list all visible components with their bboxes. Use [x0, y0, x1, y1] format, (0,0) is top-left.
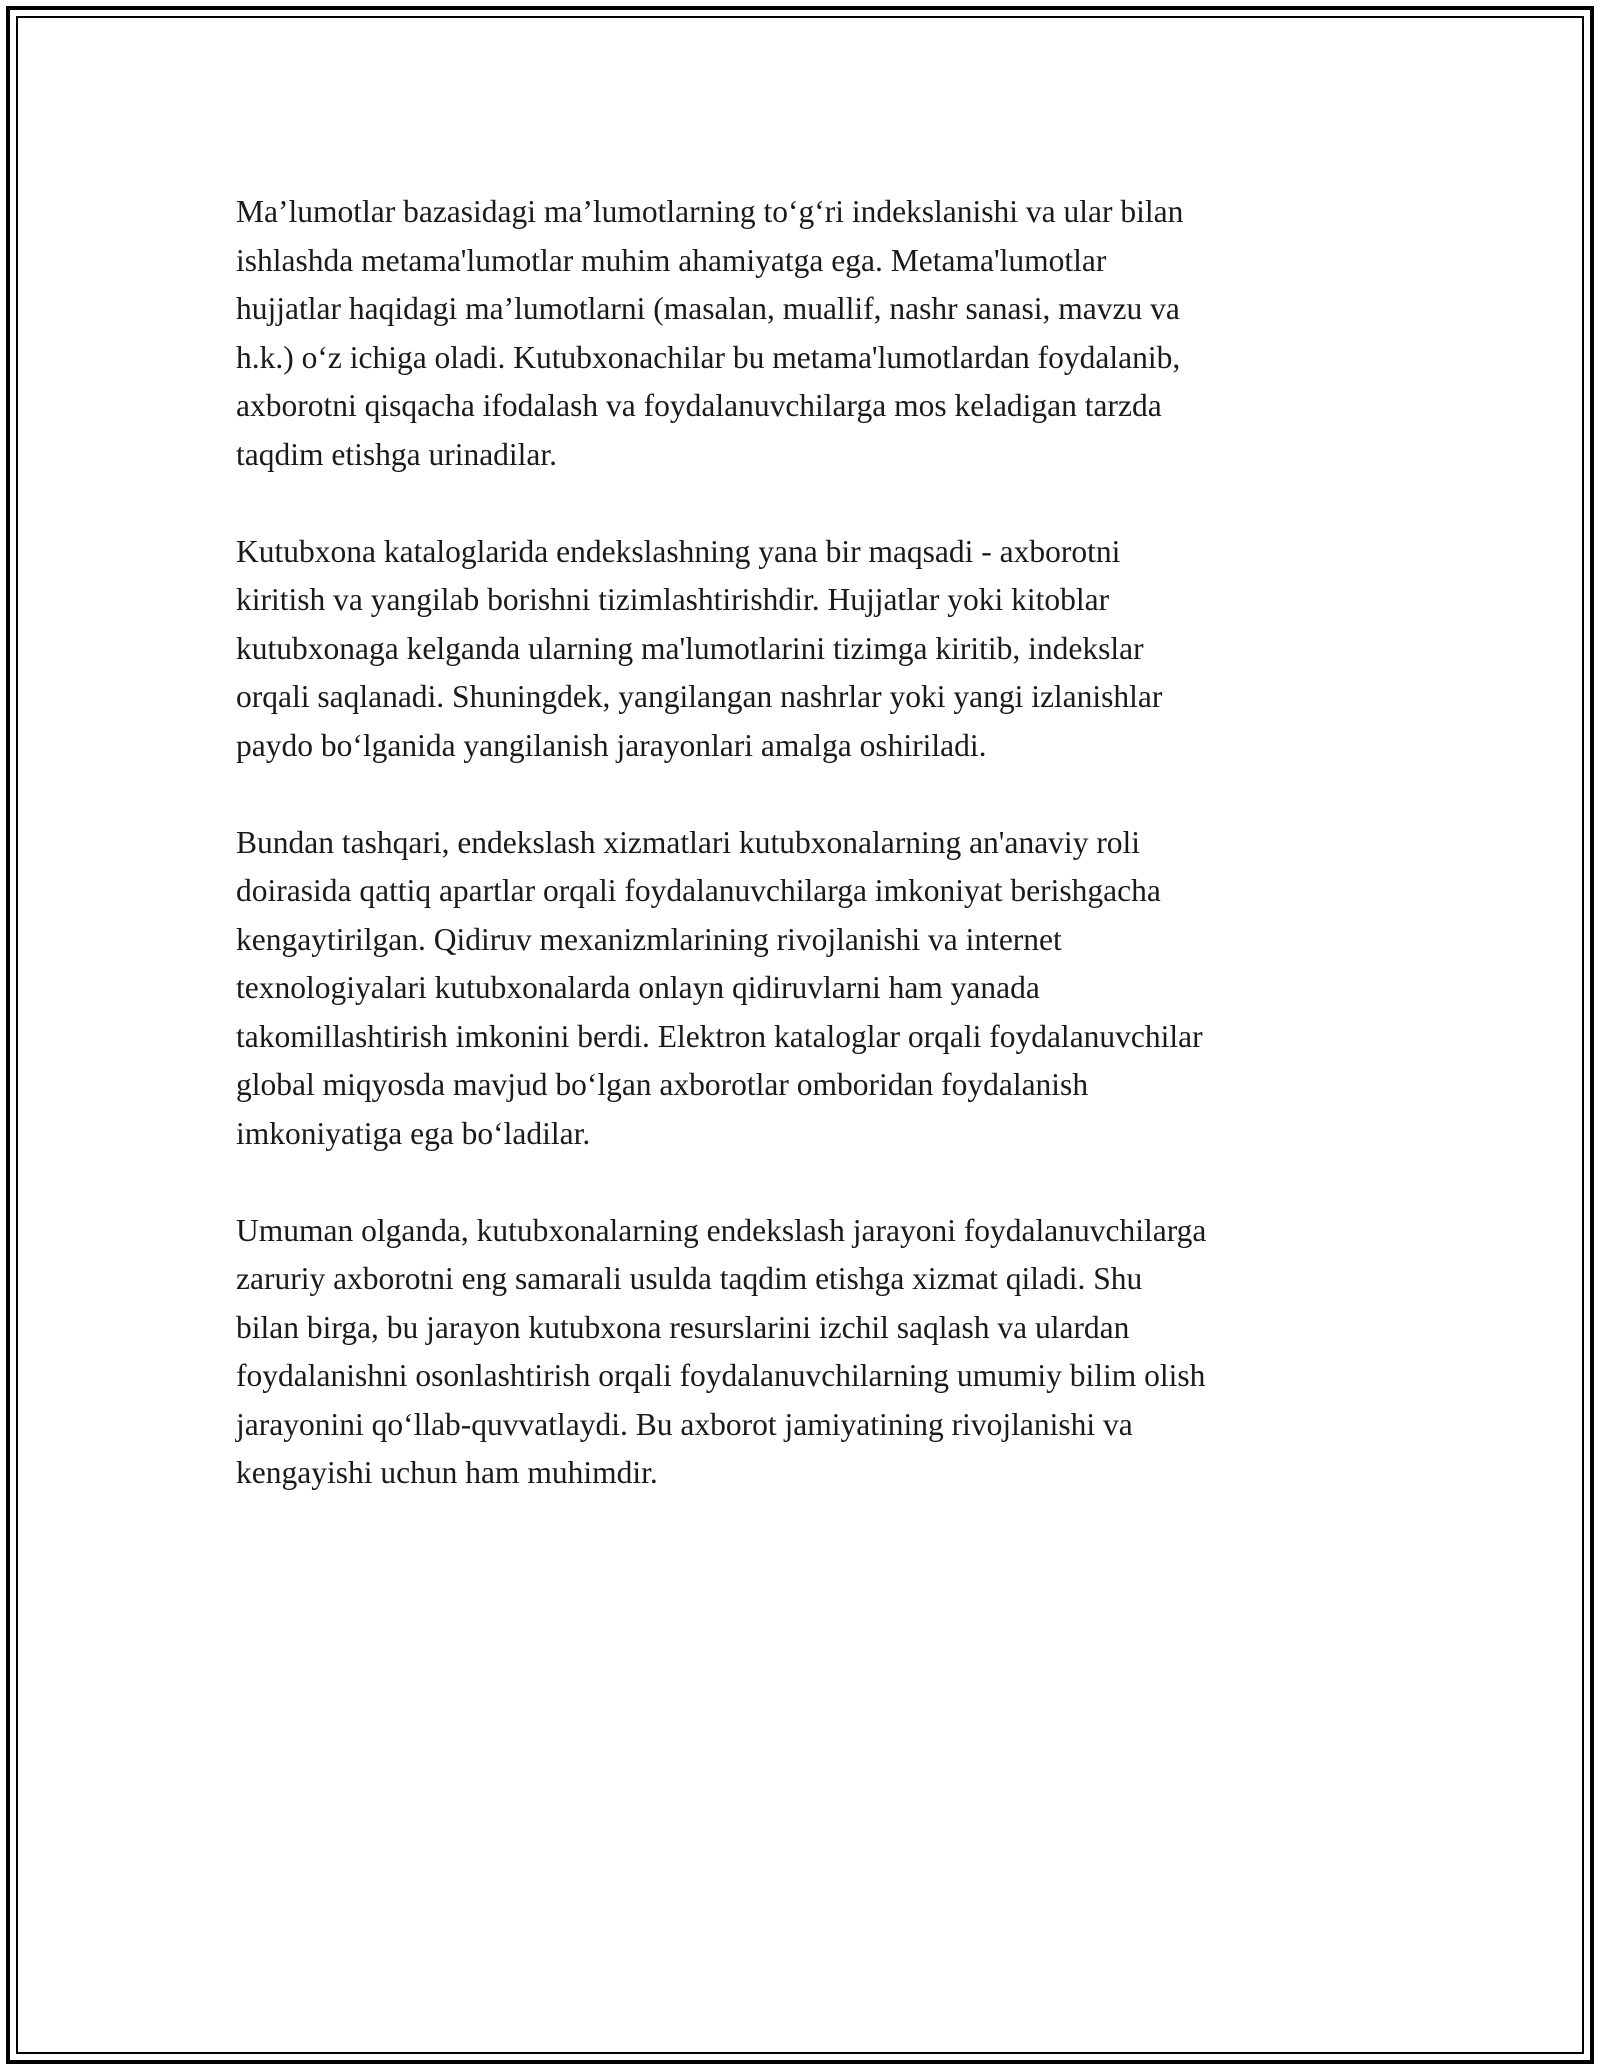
text-line: Bundan tashqari, endekslash xizmatlari kutubxonalarning an'anaviy roli [236, 824, 1141, 860]
paragraph-1 [236, 188, 1386, 479]
text-line: texnologiyalari kutubxonalarda onlayn qidiruvlarni ham yanada [236, 970, 1040, 1005]
text-line: orqali saqlanadi. Shuningdek, yangilangan nashrlar yoki yangi izlanishlar [236, 679, 1163, 714]
text-line: Kutubxona kataloglarida endekslashning yana bir maqsadi - axborotni [236, 533, 1121, 569]
text-line: zaruriy axborotni eng samarali usulda taqdim etishga xizmat qiladi. Shu [236, 1261, 1143, 1296]
text-line: jarayonini qo‘llab-quvvatlaydi. Bu axborot jamiyatining rivojlanishi va [236, 1406, 1133, 1442]
text-line: kiritish va yangilab borishni tizimlashtirishdir. Hujjatlar yoki kitoblar [236, 582, 1110, 617]
text-line: global miqyosda mavjud bo‘lgan axborotlar omboridan foydalanish [236, 1067, 1089, 1102]
text-line: doirasida qattiq apartlar orqali foydalanuvchilarga imkoniyat berishgacha [236, 873, 1161, 908]
text-line: kutubxonaga kelganda ularning ma'lumotlarini tizimga kiritib, indekslar [236, 630, 1144, 666]
text-line: hujjatlar haqidagi ma’lumotlarni (masalan, muallif, nashr sanasi, mavzu va [236, 291, 1180, 326]
text-line: axborotni qisqacha ifodalash va foydalanuvchilarga mos keladigan tarzda [236, 388, 1162, 423]
text-line: Umuman olganda, kutubxonalarning endekslash jarayoni foydalanuvchilarga [236, 1212, 1207, 1248]
paragraph-4 [236, 1207, 1386, 1498]
text-line: imkoniyatiga ega bo‘ladilar. [236, 1115, 591, 1151]
text-line: kengayishi uchun ham muhimdir. [236, 1455, 658, 1490]
text-line: ishlashda metama'lumotlar muhim ahamiyatga ega. Metama'lumotlar [236, 242, 1107, 278]
paragraph-2 [236, 528, 1386, 771]
text-line: bilan birga, bu jarayon kutubxona resurslarini izchil saqlash va ulardan [236, 1309, 1130, 1345]
text-line: foydalanishni osonlashtirish orqali foydalanuvchilarning umumiy bilim olish [236, 1358, 1206, 1393]
text-line: taqdim etishga urinadilar. [236, 436, 558, 472]
text-line: h.k.) o‘z ichiga oladi. Kutubxonachilar bu metama'lumotlardan foydalanib, [236, 339, 1181, 375]
paragraph-3 [236, 819, 1386, 1159]
text-line: Ma’lumotlar bazasidagi ma’lumotlarning to‘g‘ri indekslanishi va ular bilan [236, 194, 1184, 229]
text-line: takomillashtirish imkonini berdi. Elektron kataloglar orqali foydalanuvchilar [236, 1018, 1203, 1054]
document-body [236, 188, 1386, 1546]
text-line: paydo bo‘lganida yangilanish jarayonlari amalga oshiriladi. [236, 727, 987, 763]
text-line: kengaytirilgan. Qidiruv mexanizmlarining rivojlanishi va internet [236, 921, 1062, 957]
